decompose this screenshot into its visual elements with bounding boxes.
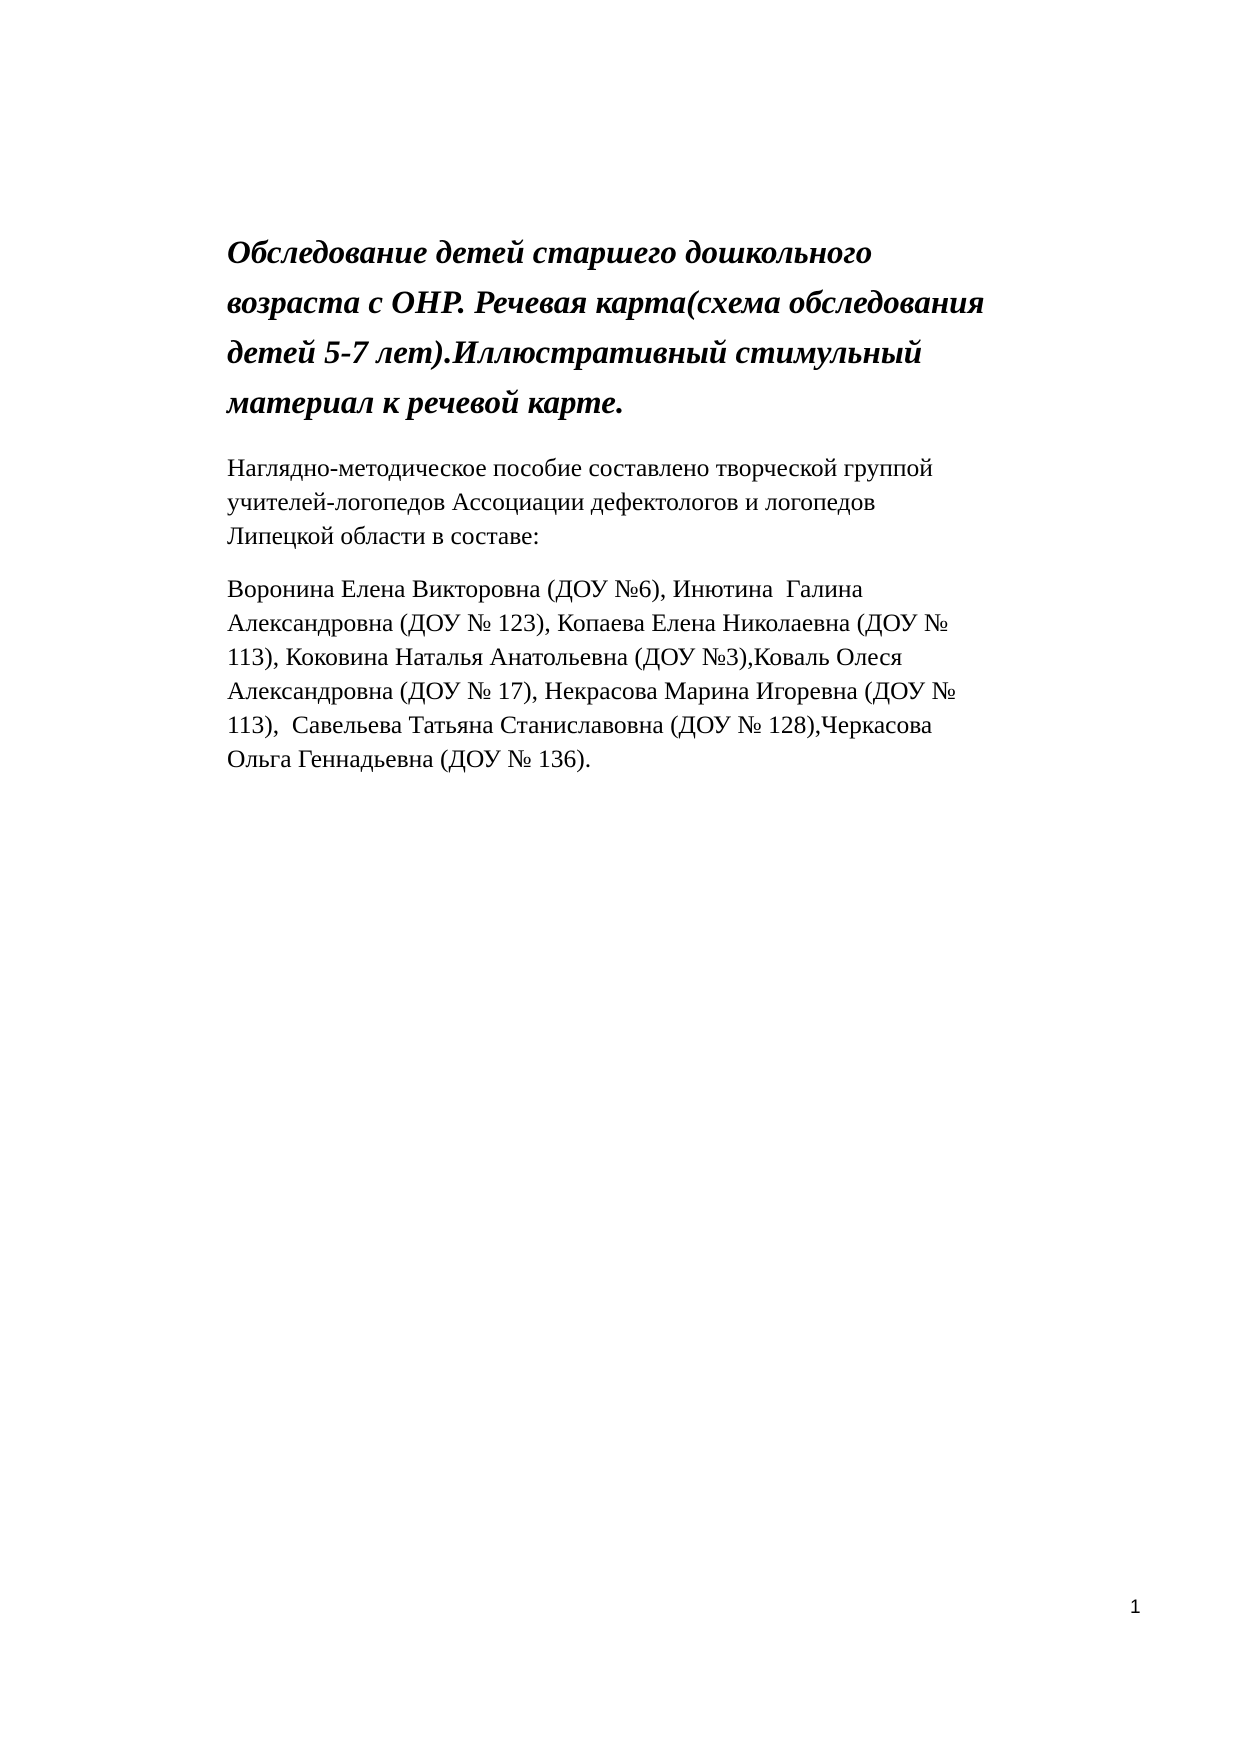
intro-line: Липецкой области в составе:	[227, 521, 540, 550]
page-number: 1	[1130, 1597, 1141, 1618]
authors-line: 113), Коковина Наталья Анатольевна (ДОУ №3),Коваль Олеся	[227, 642, 903, 671]
authors-line: Александровна (ДОУ № 123), Копаева Елена Николаевна (ДОУ №	[227, 608, 949, 637]
intro-line: Наглядно-методическое пособие составлено творческой группой	[227, 453, 933, 482]
title-line: материал к речевой карте.	[227, 385, 625, 421]
title-line: Обследование детей старшего дошкольного	[227, 235, 873, 271]
intro-paragraph	[227, 451, 1107, 553]
authors-line: Ольга Геннадьевна (ДОУ № 136).	[227, 744, 592, 773]
title-line: детей 5-7 лет).Иллюстративный стимульный	[227, 335, 923, 371]
authors-line: Воронина Елена Викторовна (ДОУ №6), Инютина Галина	[227, 574, 863, 603]
intro-line: учителей-логопедов Ассоциации дефектологов и логопедов	[227, 487, 876, 516]
authors-line: 113), Савельева Татьяна Станиславовна (ДОУ № 128),Черкасова	[227, 710, 933, 739]
document-title	[227, 228, 1107, 428]
page-content	[227, 228, 1107, 776]
authors-line: Александровна (ДОУ № 17), Некрасова Марина Игоревна (ДОУ №	[227, 676, 956, 705]
authors-paragraph	[227, 572, 1107, 776]
title-line: возраста с ОНР. Речевая карта(схема обследования	[227, 285, 985, 321]
